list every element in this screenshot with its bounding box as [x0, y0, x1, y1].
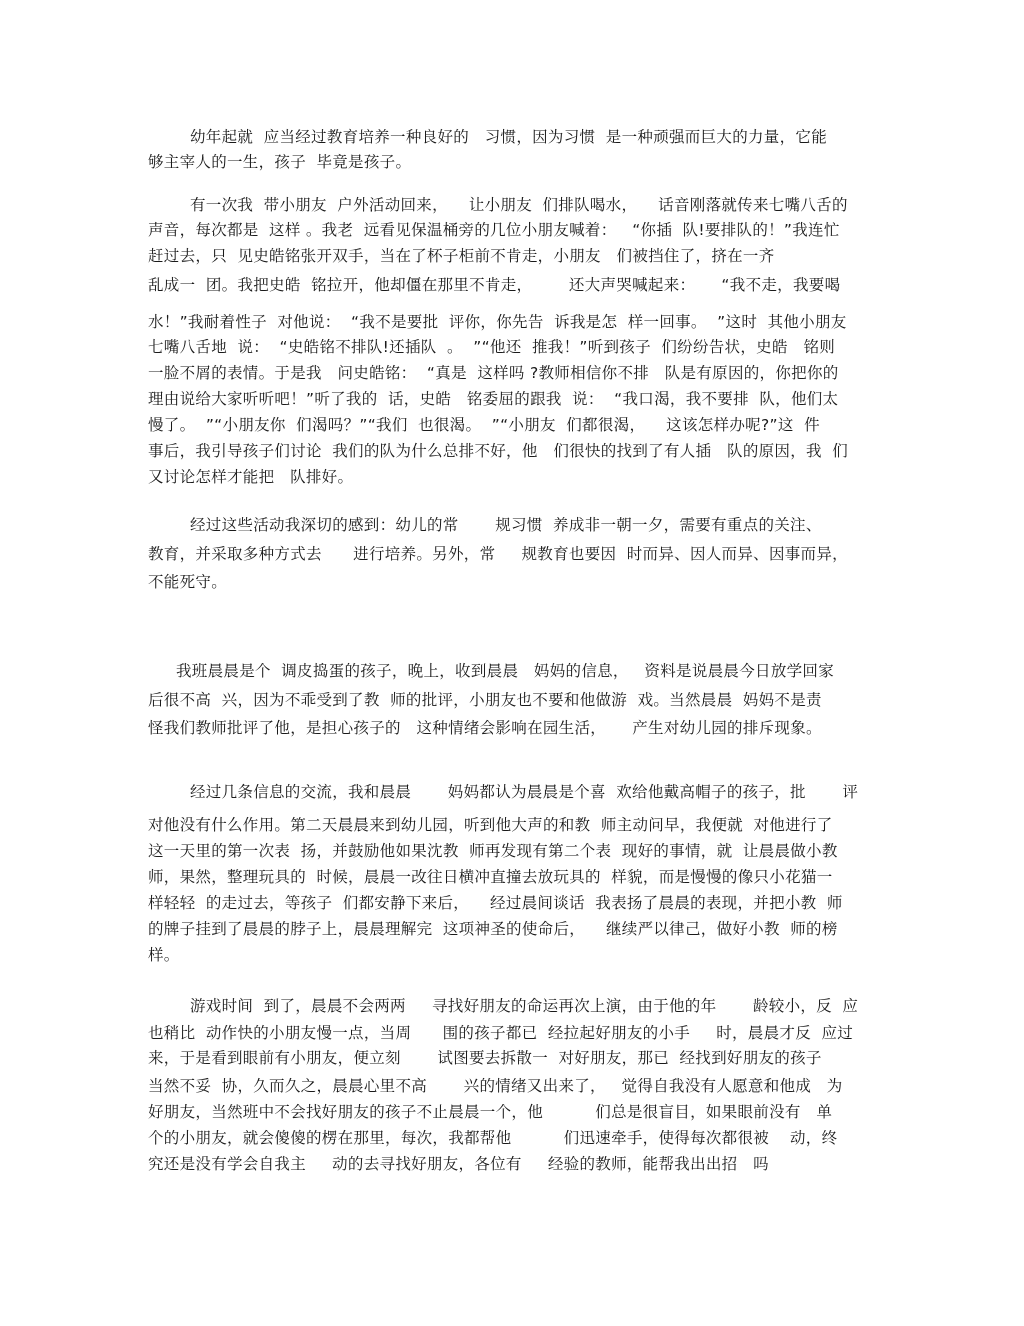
text-line: 慢了。 ”“小朋友你 们渴吗？”“我们 也很渴。 ”“小朋友 们都很渴， 这该怎样办呢?”这 件	[148, 416, 820, 434]
text-line: 来，于是看到眼前有小朋友，便立刻 试图要去拆散一 对好朋友，那已 经找到好朋友的孩子	[148, 1049, 822, 1067]
text-line: 水！”我耐着性子 对他说： “我不是要批 评你，你先告 诉我是怎 样一回事。 ”这时 其他小朋友	[148, 313, 847, 331]
text-line: 声音，每次都是 这样 。我老 远看见保温桶旁的几位小朋友喊着： “你插 队!要排队的！”我连忙	[148, 221, 840, 239]
text-line: 究还是没有学会自我主 动的去寻找好朋友，各位有 经验的教师，能帮我出出招 吗	[148, 1155, 769, 1173]
text-line: 经过几条信息的交流，我和晨晨 妈妈都认为晨晨是个喜 欢给他戴高帽子的孩子，批 评	[190, 783, 859, 801]
text-line: 一脸不屑的表情。于是我 问史皓铭： “真是 这样吗 ?教师相信你不排 队是有原因的，你把你的	[148, 364, 839, 382]
text-line: 也稍比 动作快的小朋友慢一点，当周 围的孩子都已 经拉起好朋友的小手 时，晨晨才反 应过	[148, 1024, 854, 1042]
text-line: 当然不妥 协，久而久之，晨晨心里不高 兴的情绪又出来了， 觉得自我没有人愿意和他成 为	[148, 1077, 843, 1095]
text-line: 样。	[148, 946, 180, 964]
text-line: 乱成一 团。我把史皓 铭拉开，他却僵在那里不肯走， 还大声哭喊起来： “我不走，我要喝	[148, 276, 841, 294]
text-line: 师，果然，整理玩具的 时候，晨晨一改往日横冲直撞去放玩具的 样貌，而是慢慢的像只小花猫一	[148, 868, 833, 886]
text-line: 我班晨晨是个 调皮捣蛋的孩子，晚上，收到晨晨 妈妈的信息， 资料是说晨晨今日放学回家	[176, 662, 835, 680]
text-line: 教育，并采取多种方式去 进行培养。另外，常 规教育也要因 时而异、因人而异、因事而异，	[148, 545, 848, 563]
text-line: 样轻轻 的走过去，等孩子 们都安静下来后， 经过晨间谈话 我表扬了晨晨的表现，并把小教 师	[148, 894, 843, 912]
text-line: 好朋友，当然班中不会找好朋友的孩子不止晨晨一个，他 们总是很盲目，如果眼前没有 单	[148, 1103, 833, 1121]
text-line: 幼年起就 应当经过教育培养一种良好的 习惯，因为习惯 是一种顽强而巨大的力量，它能	[190, 128, 827, 146]
text-line: 赶过去，只 见史皓铭张开双手，当在了杯子柜前不肯走，小朋友 们被挡住了，挤在一齐	[148, 247, 775, 265]
text-line: 七嘴八舌地 说： “史皓铭不排队!还插队 。 ”“他还 推我！”听到孩子 们纷纷告状，史皓 铭则	[148, 338, 836, 356]
text-line: 理由说给大家听听吧！”听了我的 话，史皓 铭委屈的跟我 说： “我口渴，我不要排 队，他们太	[148, 390, 839, 408]
text-line: 游戏时间 到了，晨晨不会两两 寻找好朋友的命运再次上演，由于他的年 龄较小，反 应	[190, 997, 859, 1015]
text-line: 这一天里的第一次表 扬，并鼓励他如果沈教 师再发现有第二个表 现好的事情，就 让晨晨做小教	[148, 842, 838, 860]
text-line: 事后，我引导孩子们讨论 我们的队为什么总排不好，他 们很快的找到了有人插 队的原因，我 们	[148, 442, 849, 460]
text-line: 又讨论怎样才能把 队排好。	[148, 468, 354, 486]
text-line: 够主宰人的一生，孩子 毕竟是孩子。	[148, 153, 412, 171]
text-line: 有一次我 带小朋友 户外活动回来， 让小朋友 们排队喝水， 话音刚落就传来七嘴八舌的	[190, 196, 848, 214]
text-line: 经过这些活动我深切的感到：幼儿的常 规习惯 养成非一朝一夕，需要有重点的关注、	[190, 516, 822, 534]
text-line: 后很不高 兴，因为不乖受到了教 师的批评，小朋友也不要和他做游 戏。当然晨晨 妈妈不是责	[148, 691, 822, 709]
text-line: 的牌子挂到了晨晨的脖子上，晨晨理解完 这项神圣的使命后， 继续严以律己，做好小教 师的榜	[148, 920, 838, 938]
text-line: 个的小朋友，就会傻傻的楞在那里，每次，我都帮他 们迅速牵手，使得每次都很被 动，终	[148, 1129, 838, 1147]
text-line: 不能死守。	[148, 573, 228, 591]
text-line: 怪我们教师批评了他，是担心孩子的 这种情绪会影响在园生活， 产生对幼儿园的排斥现象。	[148, 719, 822, 737]
text-line: 对他没有什么作用。第二天晨晨来到幼儿园，听到他大声的和教 师主动问早，我便就 对他进行了	[148, 816, 833, 834]
